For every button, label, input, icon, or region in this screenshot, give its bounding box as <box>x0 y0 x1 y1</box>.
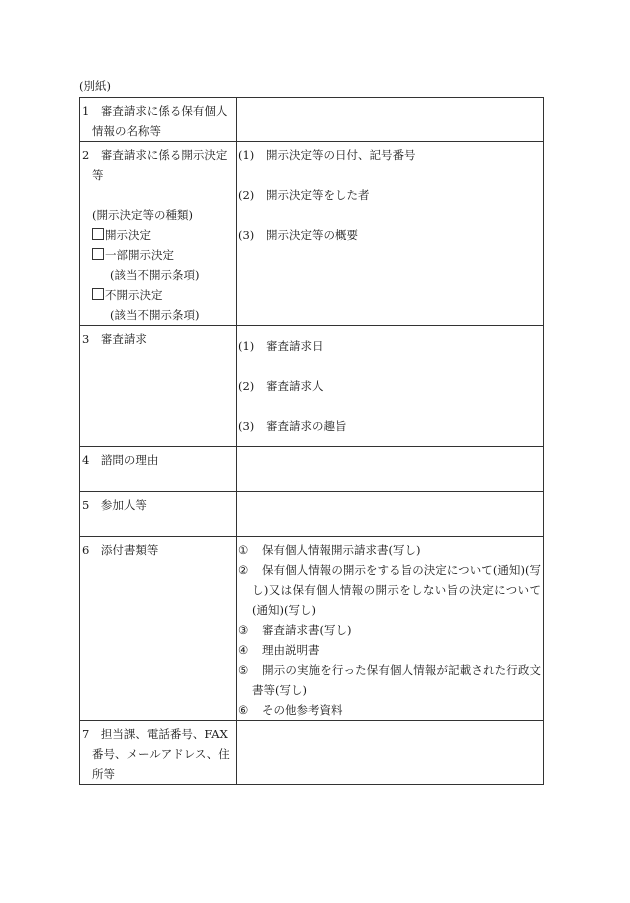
row-2-label-line: 等 <box>92 168 104 182</box>
form-table <box>79 97 544 785</box>
table-row <box>80 447 544 492</box>
table-row <box>80 492 544 537</box>
row-6-label: 6 添付書類等 <box>80 537 237 721</box>
kind-disclosure[interactable]: 開示決定 <box>82 225 235 245</box>
row-5-label: 5 参加人等 <box>80 492 237 537</box>
row-2-label <box>80 142 237 326</box>
kind-sub-note: (該当不開示条項) <box>110 268 200 282</box>
checkbox-icon[interactable] <box>92 288 104 300</box>
attachment-item: ⑥ その他参考資料 <box>238 703 343 717</box>
row-2-item: (3) 開示決定等の概要 <box>238 228 358 242</box>
table-row <box>80 721 544 785</box>
table-row <box>80 98 544 142</box>
row-7-label-line: 7 担当課、電話番号、FAX <box>82 727 228 741</box>
row-7-value[interactable] <box>237 721 544 785</box>
row-7-label-line: 番号、メールアドレス、住 <box>92 747 230 761</box>
attachment-item: ③ 審査請求書(写し) <box>238 623 352 637</box>
row-4-label: 4 諮問の理由 <box>80 447 237 492</box>
table-row <box>80 326 544 447</box>
page-label: (別紙) <box>79 79 111 93</box>
checkbox-icon[interactable] <box>92 228 104 240</box>
row-2-label-line: 2 審査請求に係る開示決定 <box>82 148 228 162</box>
row-6-value <box>237 537 544 721</box>
row-7-label-line: 所等 <box>92 767 115 781</box>
row-3-item: (2) 審査請求人 <box>238 379 324 393</box>
row-3-item: (1) 審査請求日 <box>238 339 324 353</box>
decision-kinds-title: (開示決定等の種類) <box>92 208 193 222</box>
row-3-item: (3) 審査請求の趣旨 <box>238 419 347 433</box>
row-1-label-line: 情報の名称等 <box>92 124 161 138</box>
row-7-label <box>80 721 237 785</box>
table-row <box>80 142 544 326</box>
attachment-item: ⑤ 開示の実施を行った保有個人情報が記載された行政文書等(写し) <box>238 663 541 697</box>
row-3-label: 3 審査請求 <box>80 326 237 447</box>
row-2-value <box>237 142 544 326</box>
row-3-value <box>237 326 544 447</box>
attachment-item: ② 保有個人情報の開示をする旨の決定について(通知)(写し)又は保有個人情報の開示をしない旨の決定について(通知)(写し) <box>238 563 541 617</box>
kind-sub-note: (該当不開示条項) <box>110 308 200 322</box>
row-4-value[interactable] <box>237 447 544 492</box>
row-5-value[interactable] <box>237 492 544 537</box>
kind-partial-disclosure[interactable]: 一部開示決定 <box>82 245 235 265</box>
attachment-item: ① 保有個人情報開示請求書(写し) <box>238 543 421 557</box>
row-1-value[interactable] <box>237 98 544 142</box>
attachment-item: ④ 理由説明書 <box>238 643 320 657</box>
kind-nondisclosure[interactable]: 不開示決定 <box>82 285 235 305</box>
row-2-item: (2) 開示決定等をした者 <box>238 188 370 202</box>
row-1-label-line: 1 審査請求に係る保有個人 <box>82 104 228 118</box>
row-2-item: (1) 開示決定等の日付、記号番号 <box>238 148 416 162</box>
checkbox-icon[interactable] <box>92 248 104 260</box>
table-row <box>80 537 544 721</box>
row-1-label <box>80 98 237 142</box>
